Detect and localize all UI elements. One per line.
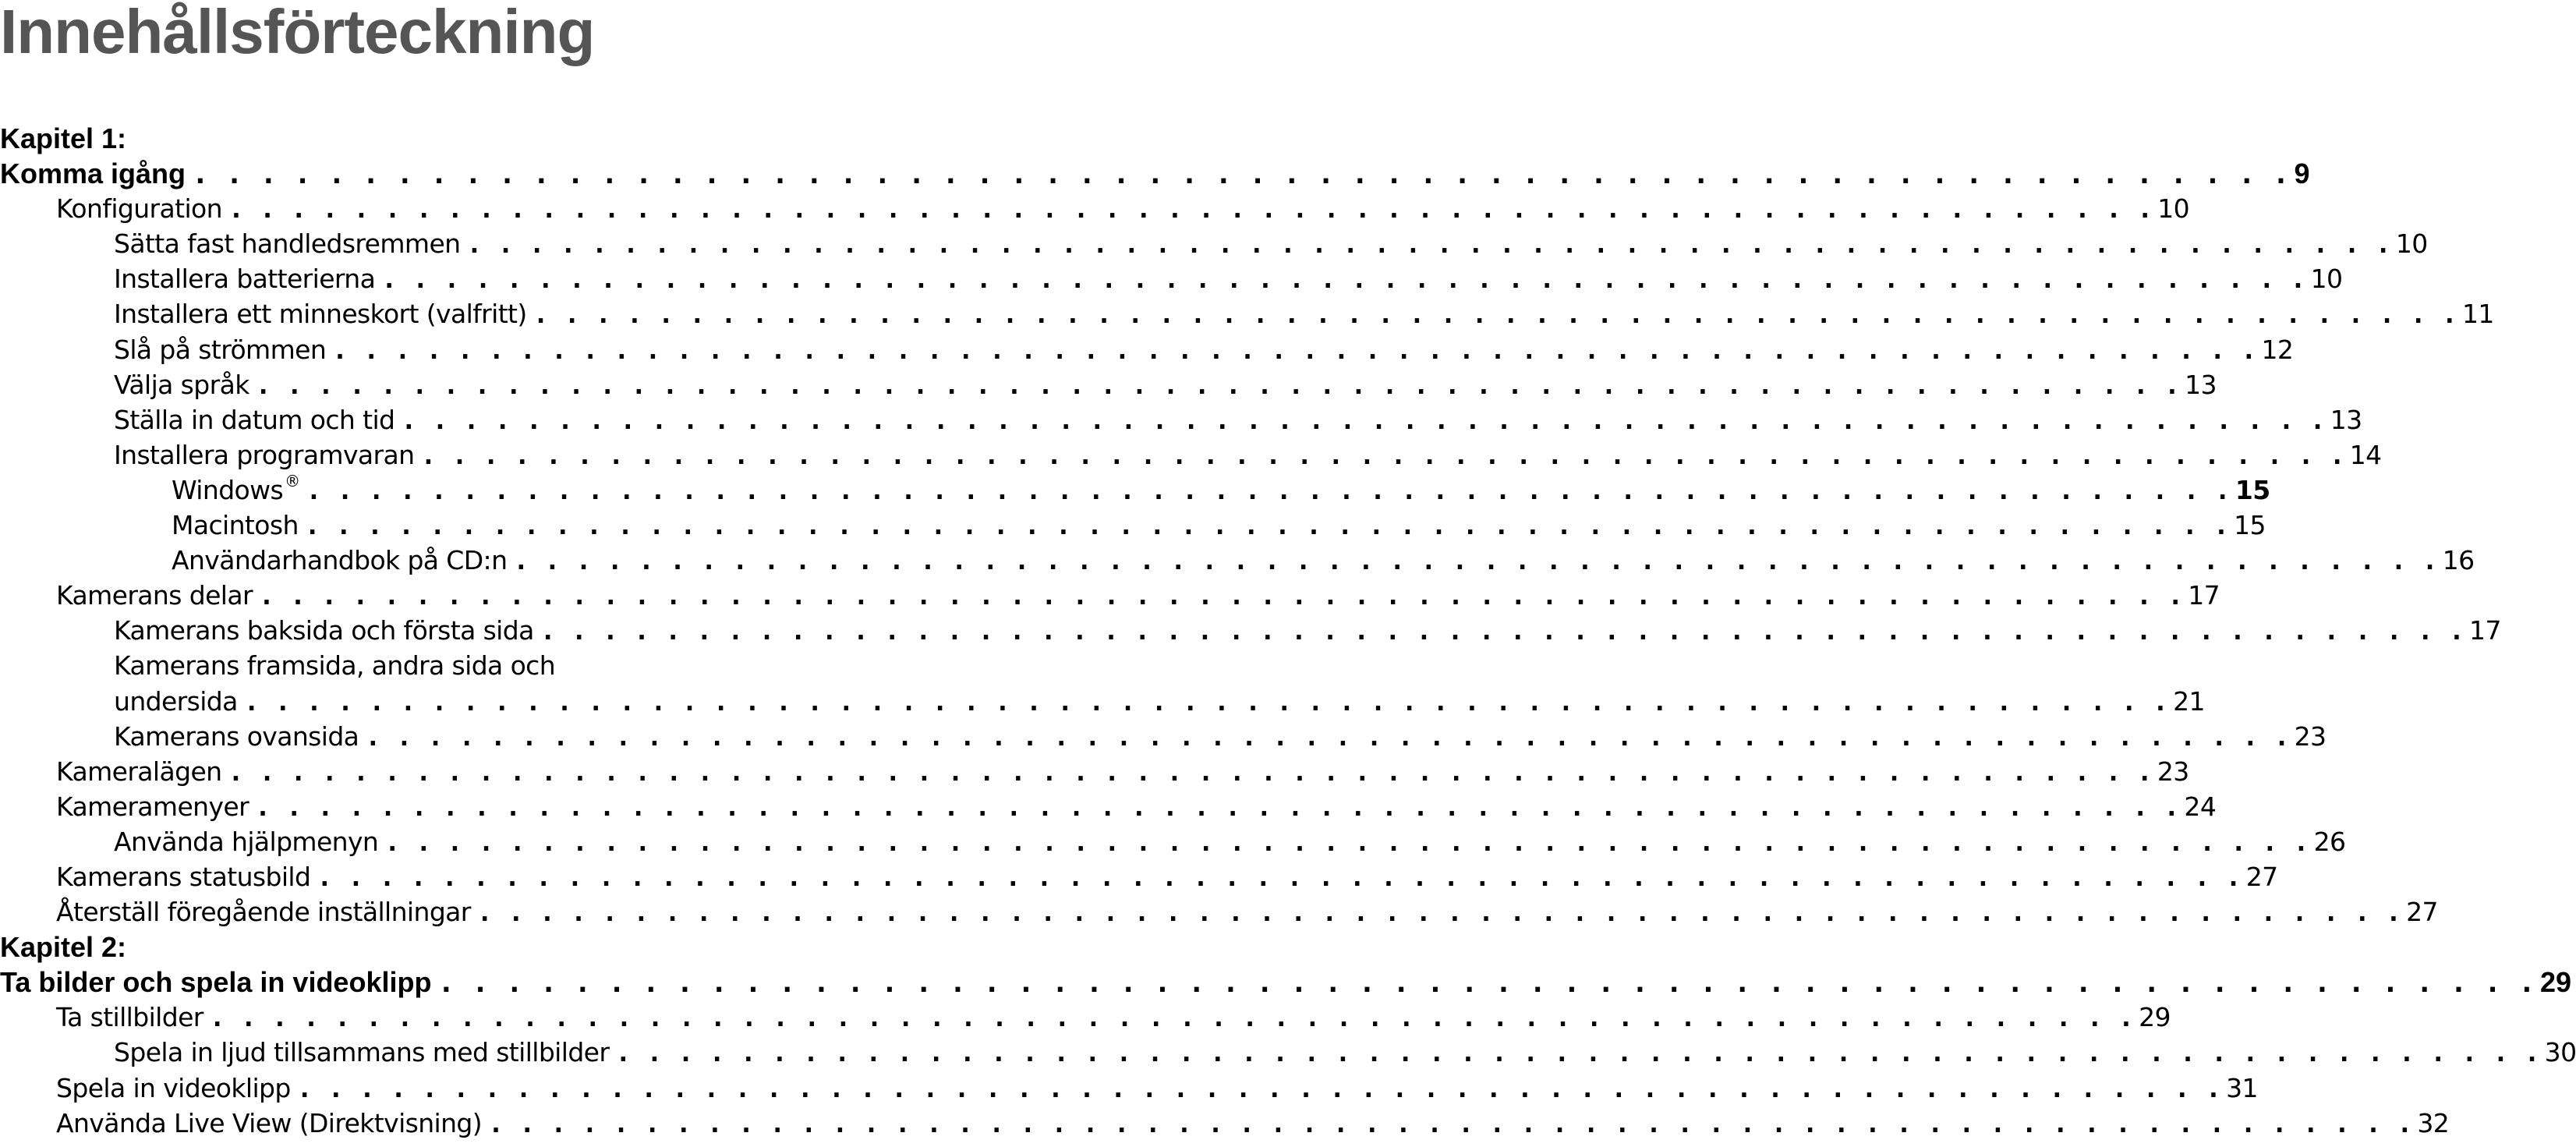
toc-entry-title: Spela in videoklipp: [56, 1072, 291, 1103]
toc-page-number: 27: [2245, 861, 2278, 892]
toc-page-number: 15: [2234, 510, 2266, 541]
dot-leader: . . . . . . . . . . . . . . . . . . . . . . . . . . . . . . . . . . . . . . . . . . . . . . . . . . . . . . . . . . . . . .: [466, 228, 2391, 260]
toc-entry-row[interactable]: [0, 508, 2266, 543]
toc-entry-row[interactable]: [0, 1106, 2450, 1141]
toc-entry-title: Installera ett minneskort (valfritt): [114, 299, 527, 330]
toc-entry-title: Installera batterierna: [114, 264, 376, 295]
toc-page-number: 32: [2417, 1107, 2450, 1138]
toc-entry-row[interactable]: [0, 1035, 2576, 1070]
toc-entry-title: Ställa in datum och tid: [114, 404, 395, 435]
toc-entry-row[interactable]: [0, 261, 2343, 296]
dot-leader: . . . . . . . . . . . . . . . . . . . . . . . . . . . . . . . . . . . . . . . . . . . . . . . . . . . . . . . . . . . . . .: [615, 1037, 2540, 1068]
toc-entry-row[interactable]: [0, 543, 2475, 578]
toc-page-number: 29: [2539, 966, 2571, 999]
toc-entry-title: Installera programvaran: [114, 439, 415, 470]
toc-entry-title: Kameramenyer: [56, 791, 249, 822]
toc-page-number: 10: [2310, 264, 2343, 295]
dot-leader: . . . . . . . . . . . . . . . . . . . . . . . . . . . . . . . . . . . . . . . . . . . . . . . . . . . . . . . . . . . . . .: [192, 158, 2290, 191]
toc-page-number: 13: [2185, 369, 2217, 400]
toc-page-number: 17: [2188, 580, 2220, 611]
toc-entry-row[interactable]: [0, 1071, 2258, 1106]
toc-page-number: 11: [2461, 299, 2494, 330]
toc-page-number: 30: [2544, 1037, 2576, 1068]
dot-leader: . . . . . . . . . . . . . . . . . . . . . . . . . . . . . . . . . . . . . . . . . . . . . . . . . . . . . . . . . . . . . .: [437, 967, 2535, 1000]
toc-entry-title: Windows: [172, 474, 284, 505]
dot-leader: . . . . . . . . . . . . . . . . . . . . . . . . . . . . . . . . . . . . . . . . . . . . . . . . . . . . . . . . . . . . . .: [381, 264, 2306, 295]
toc-entry-title: Kapitel 1:: [0, 122, 127, 154]
toc-entry-title: Kamerans delar: [56, 580, 253, 611]
toc-entry-title: Användarhandbok på CD:n: [172, 545, 508, 576]
toc-entry-row[interactable]: [0, 859, 2278, 894]
toc-entry-row[interactable]: [0, 332, 2294, 367]
dot-leader: . . . . . . . . . . . . . . . . . . . . . . . . . . . . . . . . . . . . . . . . . . . . . . . . . . . . . . . . . . . . . .: [317, 861, 2242, 892]
dot-leader: . . . . . . . . . . . . . . . . . . . . . . . . . . . . . . . . . . . . . . . . . . . . . . . . . . . . . . . . . . . . . .: [401, 404, 2326, 435]
dot-leader: . . . . . . . . . . . . . . . . . . . . . . . . . . . . . . . . . . . . . . . . . . . . . . . . . . . . . . . . . . . . . .: [306, 474, 2231, 505]
toc-entry-title: Macintosh: [172, 510, 299, 541]
dot-leader: . . . . . . . . . . . . . . . . . . . . . . . . . . . . . . . . . . . . . . . . . . . . . . . . . . . . . . . . . . . . . .: [228, 193, 2153, 225]
dot-leader: . . . . . . . . . . . . . . . . . . . . . . . . . . . . . . . . . . . . . . . . . . . . . . . . . . . . . . . . . . . . . .: [384, 826, 2309, 857]
dot-leader: . . . . . . . . . . . . . . . . . . . . . . . . . . . . . . . . . . . . . . . . . . . . . . . . . . . . . . . . . . . . . .: [533, 299, 2457, 330]
dot-leader: . . . . . . . . . . . . . . . . . . . . . . . . . . . . . . . . . . . . . . . . . . . . . . . . . . . . . . . . . . . . . .: [420, 439, 2345, 470]
toc-entry-title: Sätta fast handledsremmen: [114, 228, 461, 260]
toc-page-number: 12: [2261, 334, 2294, 365]
toc-page-number: 26: [2313, 826, 2346, 857]
dot-leader: . . . . . . . . . . . . . . . . . . . . . . . . . . . . . . . . . . . . . . . . . . . . . . . . . . . . . . . . . . . . . .: [332, 334, 2257, 365]
toc-entry-title: Konfiguration: [56, 193, 222, 225]
dot-leader: . . . . . . . . . . . . . . . . . . . . . . . . . . . . . . . . . . . . . . . . . . . . . . . . . . . . . . . . . . . . . .: [365, 720, 2290, 752]
toc-entry-title: Välja språk: [114, 369, 249, 400]
toc-page-number: 13: [2330, 404, 2362, 435]
toc-entry-title: Kameralägen: [56, 756, 222, 787]
toc-page-number: 14: [2349, 439, 2382, 470]
toc-page-number: 15: [2235, 474, 2270, 505]
toc-chapter-row[interactable]: [0, 121, 747, 156]
dot-leader: . . . . . . . . . . . . . . . . . . . . . . . . . . . . . . . . . . . . . . . . . . . . . . . . . . . . . . . . . . . . . .: [540, 615, 2465, 646]
toc-page-number: 29: [2139, 1002, 2171, 1033]
toc-page-number: 17: [2469, 615, 2501, 646]
table-of-contents: [0, 121, 2576, 1141]
toc-entry-row[interactable]: [0, 719, 2327, 754]
toc-chapter-row[interactable]: [0, 929, 747, 965]
dot-leader: . . . . . . . . . . . . . . . . . . . . . . . . . . . . . . . . . . . . . . . . . . . . . . . . . . . . . . . . . . . . . .: [476, 897, 2402, 928]
toc-entry-title: Ta bilder och spela in videoklipp: [0, 966, 432, 999]
toc-entry-row[interactable]: [0, 578, 2220, 613]
toc-page-number: 23: [2157, 756, 2189, 787]
dot-leader: . . . . . . . . . . . . . . . . . . . . . . . . . . . . . . . . . . . . . . . . . . . . . . . . . . . . . . . . . . . . . .: [255, 369, 2181, 400]
toc-page-number: 10: [2157, 193, 2190, 225]
dot-leader: . . . . . . . . . . . . . . . . . . . . . . . . . . . . . . . . . . . . . . . . . . . . . . . . . . . . . . . . . . . . . .: [296, 1072, 2222, 1103]
toc-entry-row[interactable]: [0, 648, 747, 683]
toc-page-number: 31: [2226, 1072, 2258, 1103]
toc-entry-row[interactable]: [0, 296, 2494, 331]
toc-page-number: 10: [2395, 228, 2428, 260]
toc-entry-row[interactable]: [0, 471, 2270, 508]
toc-page-number: 23: [2294, 720, 2327, 752]
toc-entry-title: undersida: [114, 685, 238, 717]
dot-leader: . . . . . . . . . . . . . . . . . . . . . . . . . . . . . . . . . . . . . . . . . . . . . . . . . . . . . . . . . . . . . .: [258, 580, 2184, 611]
toc-page-number: 9: [2294, 158, 2310, 190]
toc-entry-title: Återställ föregående inställningar: [56, 897, 471, 928]
toc-entry-title: Kamerans statusbild: [56, 861, 311, 892]
toc-entry-row[interactable]: [0, 684, 2205, 719]
toc-entry-title: Kamerans framsida, andra sida och: [114, 650, 556, 681]
toc-entry-row[interactable]: [0, 789, 2217, 824]
toc-entry-title: Slå på strömmen: [114, 334, 327, 365]
toc-entry-title: Kapitel 2:: [0, 931, 127, 964]
toc-entry-row[interactable]: [0, 191, 2190, 226]
dot-leader: . . . . . . . . . . . . . . . . . . . . . . . . . . . . . . . . . . . . . . . . . . . . . . . . . . . . . . . . . . . . . .: [304, 510, 2230, 541]
toc-entry-title: Ta stillbilder: [56, 1002, 203, 1033]
toc-page-number: 27: [2406, 897, 2438, 928]
toc-entry-title: Kamerans baksida och första sida: [114, 615, 534, 646]
toc-entry-row[interactable]: [0, 402, 2362, 437]
toc-entry-row[interactable]: [0, 824, 2346, 859]
toc-entry-row[interactable]: [0, 754, 2189, 789]
toc-chapter-row[interactable]: [0, 156, 2310, 191]
dot-leader: . . . . . . . . . . . . . . . . . . . . . . . . . . . . . . . . . . . . . . . . . . . . . . . . . . . . . . . . . . . . . .: [209, 1002, 2135, 1033]
dot-leader: . . . . . . . . . . . . . . . . . . . . . . . . . . . . . . . . . . . . . . . . . . . . . . . . . . . . . . . . . . . . . .: [228, 756, 2153, 787]
toc-entry-title: Spela in ljud tillsammans med stillbilder: [114, 1037, 610, 1068]
toc-entry-title: Komma igång: [0, 158, 186, 190]
toc-entry-title: Använda Live View (Direktvisning): [56, 1107, 483, 1138]
toc-page-number: 24: [2184, 791, 2217, 822]
dot-leader: . . . . . . . . . . . . . . . . . . . . . . . . . . . . . . . . . . . . . . . . . . . . . . . . . . . . . . . . . . . . . .: [243, 685, 2169, 717]
toc-entry-row[interactable]: [0, 226, 2428, 261]
toc-entry-row[interactable]: [0, 437, 2382, 473]
toc-entry-row[interactable]: [0, 613, 2501, 648]
registered-mark: ®: [285, 471, 300, 490]
page-title: Innehållsförteckning: [0, 0, 595, 66]
toc-entry-row[interactable]: [0, 1000, 2171, 1035]
dot-leader: . . . . . . . . . . . . . . . . . . . . . . . . . . . . . . . . . . . . . . . . . . . . . . . . . . . . . . . . . . . . . .: [255, 791, 2180, 822]
dot-leader: . . . . . . . . . . . . . . . . . . . . . . . . . . . . . . . . . . . . . . . . . . . . . . . . . . . . . . . . . . . . . .: [513, 545, 2438, 576]
toc-entry-row[interactable]: [0, 367, 2217, 402]
toc-chapter-row[interactable]: [0, 965, 2571, 1000]
toc-entry-title: Använda hjälpmenyn: [114, 826, 379, 857]
dot-leader: . . . . . . . . . . . . . . . . . . . . . . . . . . . . . . . . . . . . . . . . . . . . . . . . . . . . . . . . . . . . . .: [488, 1107, 2413, 1138]
toc-page-number: 21: [2173, 685, 2205, 717]
toc-page-number: 16: [2442, 545, 2475, 576]
toc-entry-title: Kamerans ovansida: [114, 720, 359, 752]
toc-entry-row[interactable]: [0, 894, 2438, 929]
